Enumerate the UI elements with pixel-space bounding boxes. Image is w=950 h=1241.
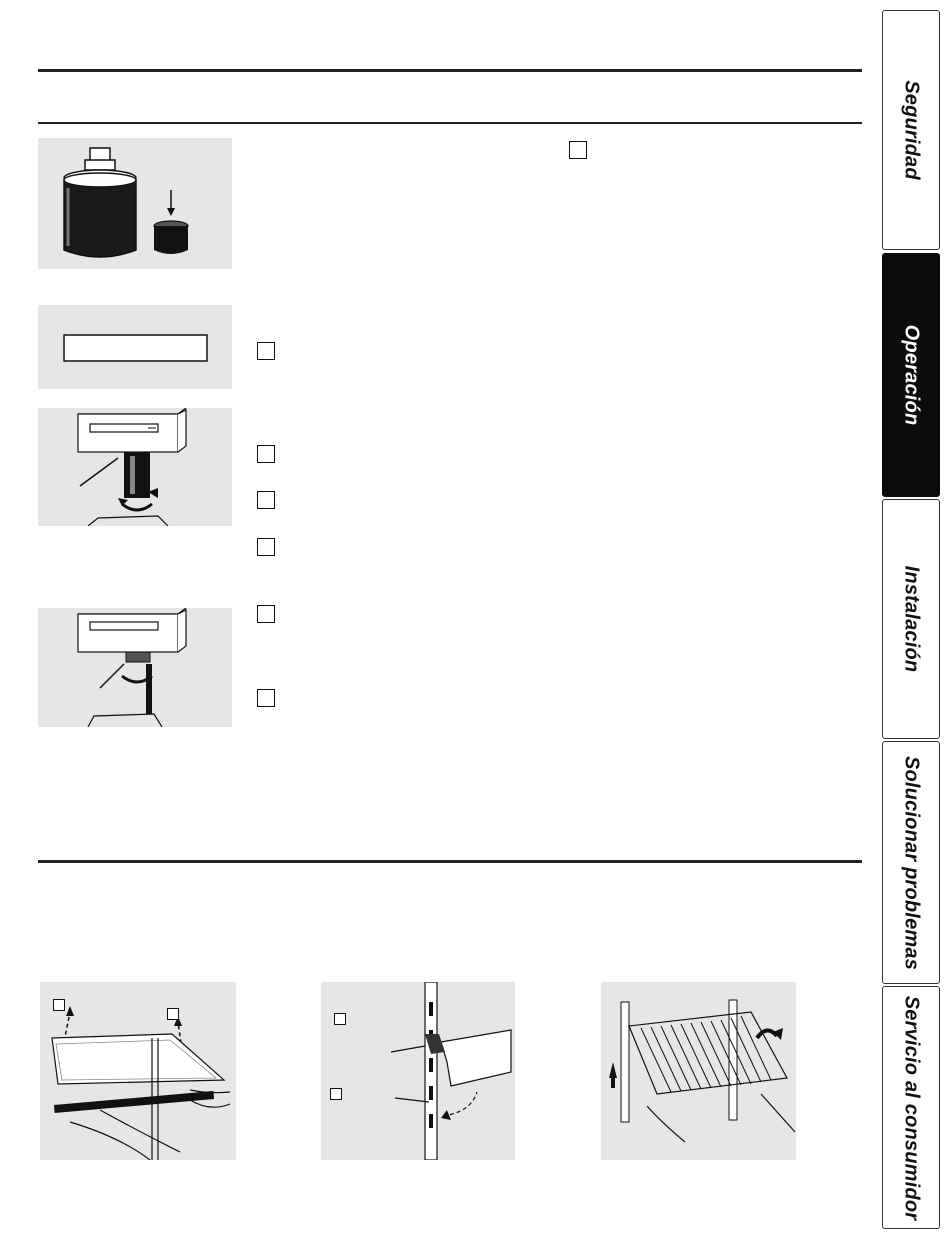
tab-solucionar-problemas[interactable] xyxy=(882,741,940,984)
filter-cap-icon xyxy=(154,221,188,254)
indicator-light-illustration xyxy=(38,305,232,389)
remove-filter-illustration xyxy=(38,408,232,526)
filter-cartridge-illustration xyxy=(38,138,232,269)
step-checkbox xyxy=(257,342,275,360)
step-checkbox xyxy=(569,141,587,159)
tab-label: Operación xyxy=(900,324,923,426)
wire-shelf-icon xyxy=(601,982,796,1160)
section-rule xyxy=(38,122,862,124)
tab-label: Instalación xyxy=(900,565,923,673)
step-checkbox xyxy=(257,445,275,463)
step-checkbox xyxy=(330,1088,342,1100)
tab-seguridad[interactable] xyxy=(882,10,940,250)
filter-cartridge-icon xyxy=(38,138,232,269)
step-checkbox xyxy=(257,689,275,707)
step-checkbox xyxy=(53,999,65,1011)
step-checkbox xyxy=(257,605,275,623)
step-checkbox xyxy=(257,491,275,509)
shelf-bracket-icon xyxy=(321,982,515,1160)
tab-label: Seguridad xyxy=(900,80,923,180)
replace-cap-illustration xyxy=(38,608,232,727)
water-dispenser-icon xyxy=(38,408,232,526)
glass-shelf-icon xyxy=(40,982,236,1160)
glass-shelf-illustration xyxy=(40,982,236,1160)
side-navigation xyxy=(882,10,940,1229)
shelf-bracket-illustration xyxy=(321,982,515,1160)
rotate-arrow-icon xyxy=(118,498,152,510)
step-checkbox xyxy=(334,1013,346,1025)
wire-shelf-illustration xyxy=(601,982,796,1160)
tab-instalacion[interactable] xyxy=(882,499,940,739)
step-checkbox xyxy=(257,538,275,556)
step-checkbox xyxy=(167,1008,179,1020)
top-rule xyxy=(38,69,862,72)
tab-label: Servicio al consumidor xyxy=(900,995,923,1220)
tab-label: Solucionar problemas xyxy=(900,755,923,970)
tab-servicio-al-consumidor[interactable] xyxy=(882,986,940,1229)
bottom-section-rule xyxy=(38,860,862,863)
tab-operacion[interactable] xyxy=(882,253,940,497)
